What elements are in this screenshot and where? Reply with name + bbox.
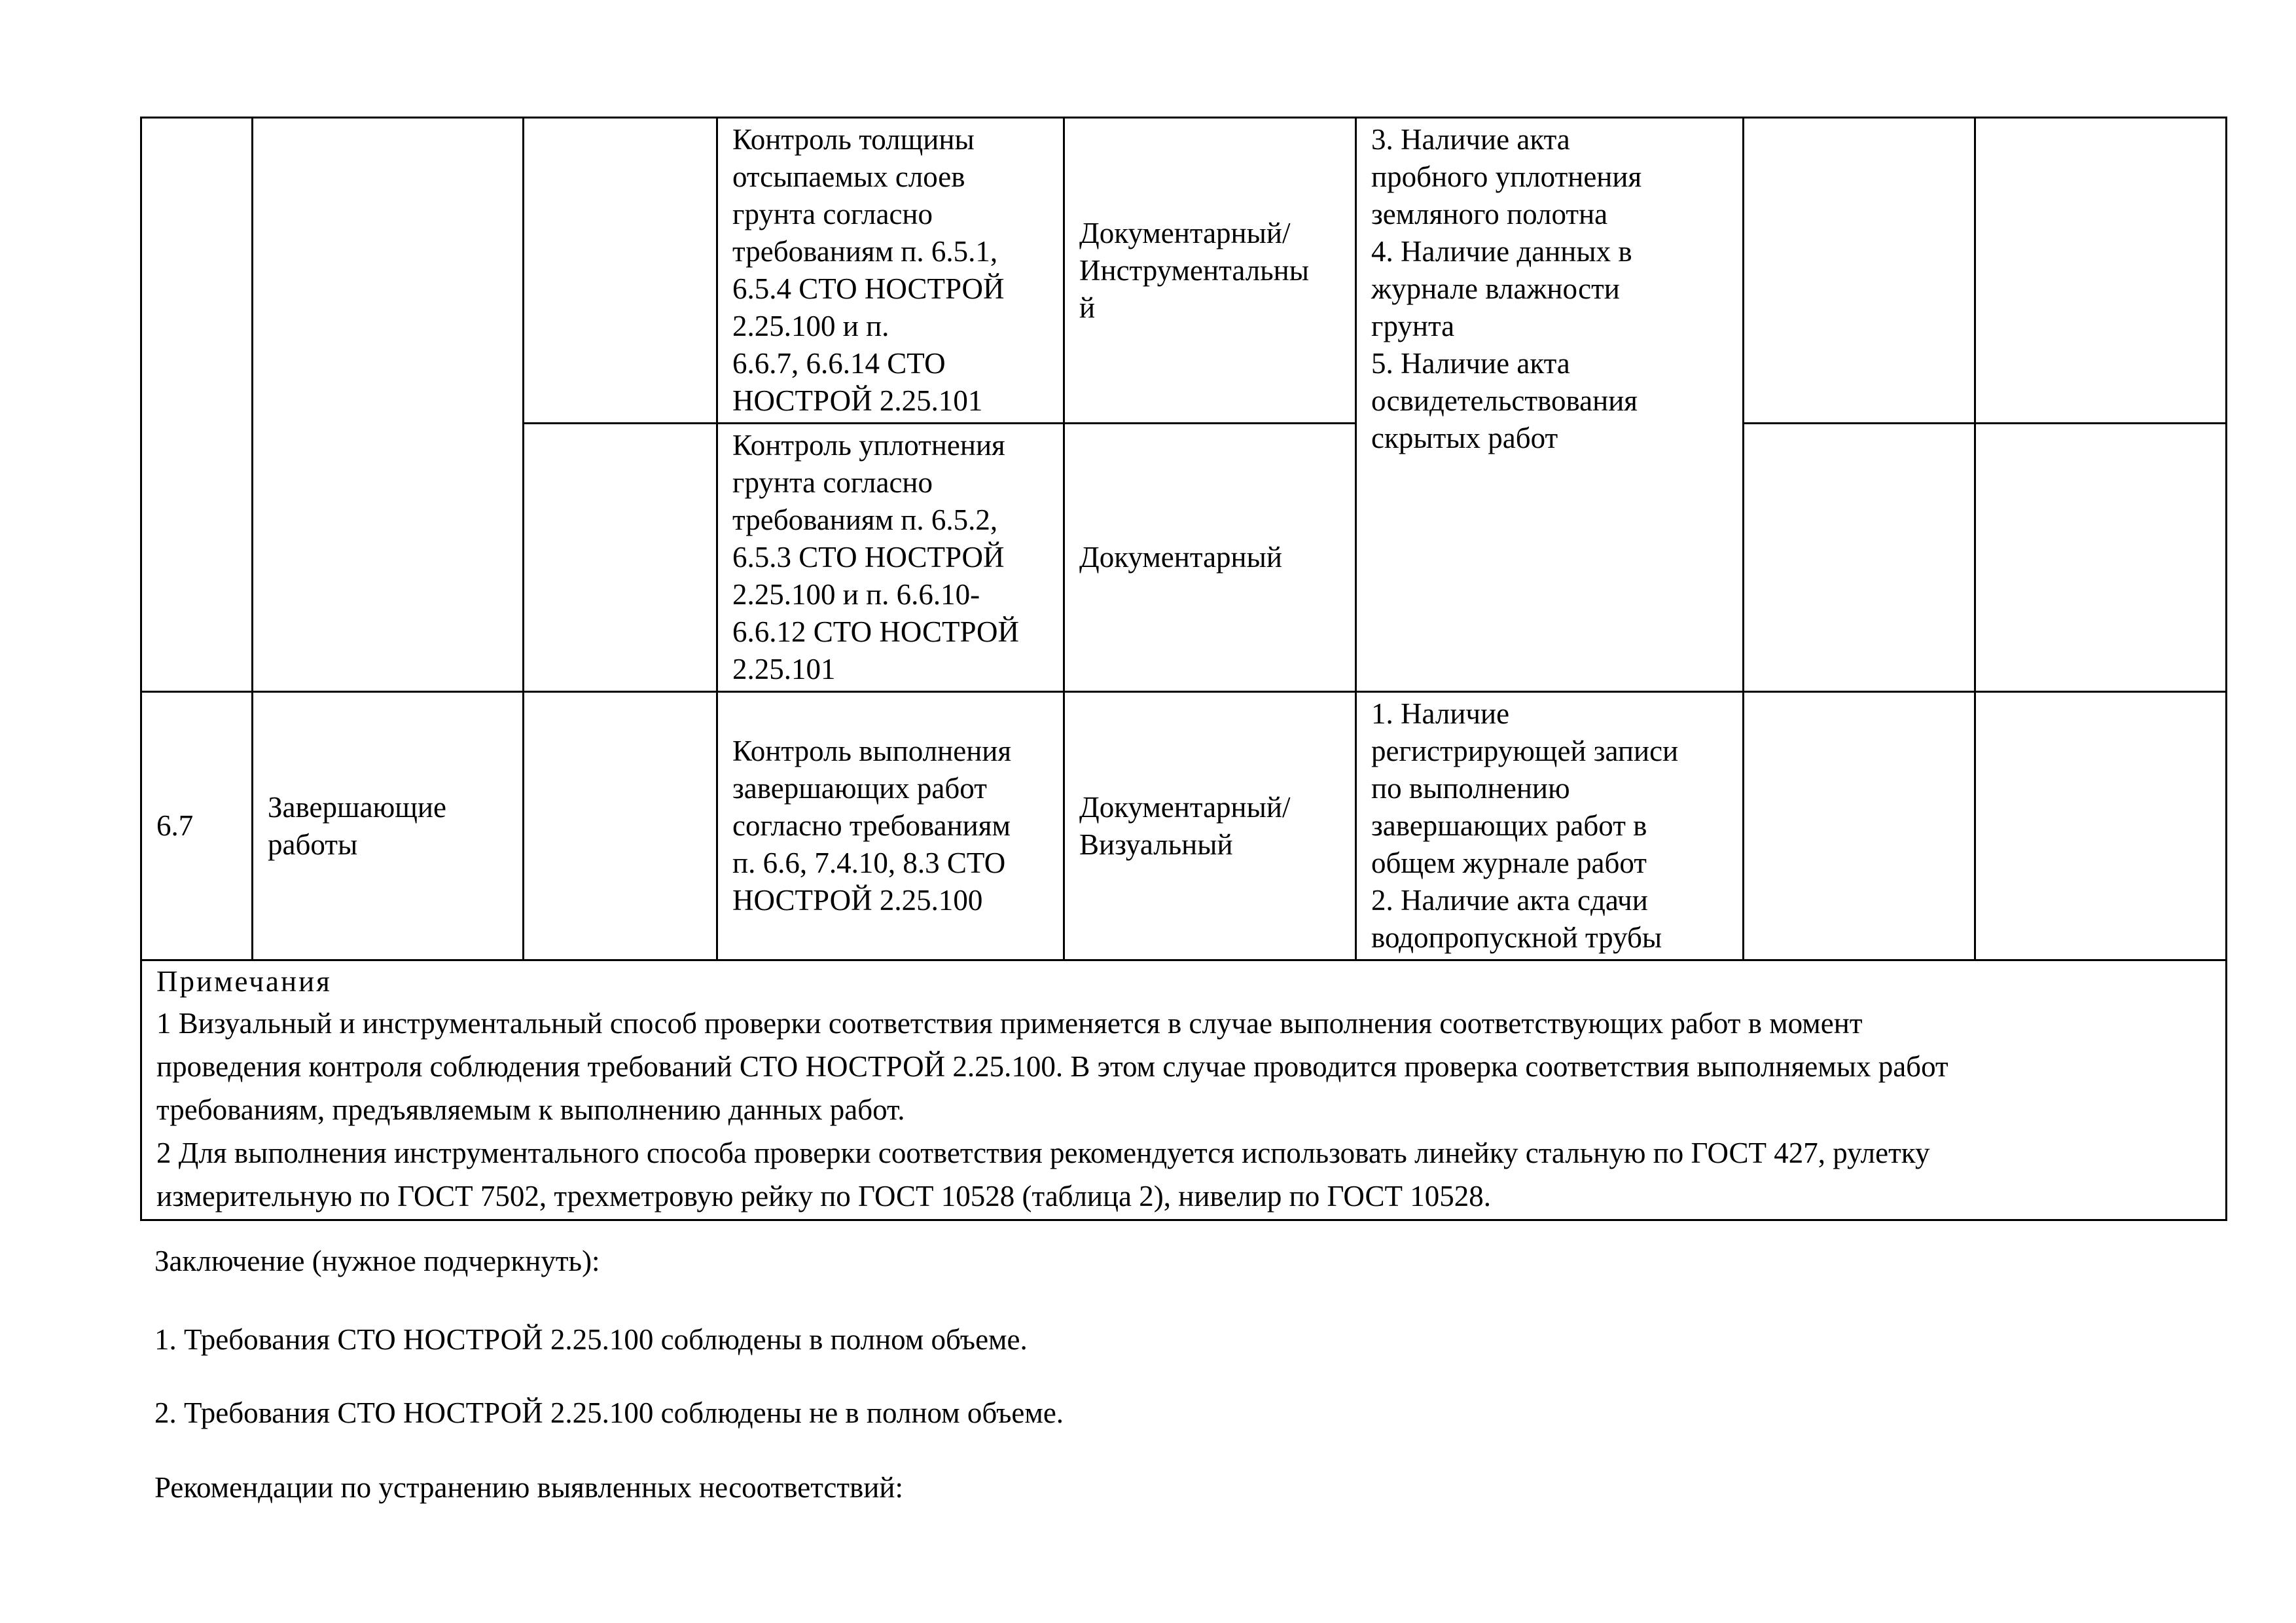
method-text: Документарный [1079, 541, 1282, 574]
requirement-cell [717, 424, 1064, 692]
method-cell [1064, 118, 1356, 424]
remarks-cell [1975, 692, 2227, 960]
recommendations-heading: Рекомендации по устранению выявленных несоответствий: [154, 1471, 903, 1504]
note-line: требованиям, предъявляемым к выполнению данных работ. [156, 1093, 905, 1126]
row-number: 6.7 [156, 809, 194, 842]
number-cell [141, 118, 253, 692]
requirement-cell [717, 118, 1064, 424]
requirement-text: Контроль выполнения завершающих работ согласно требованиям п. 6.6, 7.4.10, 8.3 СТО НОСТРОЙ 2.25.100 [732, 735, 1012, 917]
table-row [141, 118, 2227, 424]
remarks-cell [1975, 424, 2227, 692]
result-cell [1744, 118, 1975, 424]
note-line: 2 Для выполнения инструментального способа проверки соответствия рекомендуется использовать линейку стальную по ГОСТ 427, рулетку [156, 1137, 1930, 1169]
note-line: 1 Визуальный и инструментальный способ проверки соответствия применяется в случае выполнения соответствующих работ в момент [156, 1007, 1863, 1040]
note-line: измерительную по ГОСТ 7502, трехметровую рейку по ГОСТ 10528 (таблица 2), нивелир по ГОСТ 10528. [156, 1180, 1491, 1213]
notes-cell [141, 960, 2227, 1220]
inspection-table [140, 117, 2227, 1221]
stage-cell [253, 118, 524, 692]
empty-cell [524, 692, 717, 960]
requirement-text: Контроль уплотнения грунта согласно требованиям п. 6.5.2, 6.5.3 СТО НОСТРОЙ 2.25.100 и п. 6.6.10- 6.6.12 СТО НОСТРОЙ 2.25.101 [732, 429, 1020, 685]
table-row [141, 692, 2227, 960]
result-cell [1744, 424, 1975, 692]
stage-cell [253, 692, 524, 960]
stage-text: Завершающие работы [268, 790, 446, 861]
requirement-text: Контроль толщины отсыпаемых слоев грунта согласно требованиям п. 6.5.1, 6.5.4 СТО НОСТРОЙ 2.25.100 и п. 6.6.7, 6.6.14 СТО НОСТРОЙ 2.25.101 [732, 123, 1005, 417]
method-text: Документарный/ Визуальный [1079, 790, 1291, 861]
documents-cell [1356, 118, 1744, 692]
remarks-cell [1975, 118, 2227, 424]
notes-title: Примечания [156, 965, 332, 998]
empty-cell [524, 118, 717, 424]
note-line: проведения контроля соблюдения требований СТО НОСТРОЙ 2.25.100. В этом случае проводится проверка соответствия выполняемых работ [156, 1050, 1948, 1083]
result-cell [1744, 692, 1975, 960]
documents-text: 3. Наличие акта пробного уплотнения земляного полотна 4. Наличие данных в журнале влажности грунта 5. Наличие акта освидетельствования скрытых работ [1371, 123, 1642, 454]
documents-cell [1356, 692, 1744, 960]
method-cell [1064, 692, 1356, 960]
empty-cell [524, 424, 717, 692]
requirement-cell [717, 692, 1064, 960]
method-cell [1064, 424, 1356, 692]
conclusion-heading: Заключение (нужное подчеркнуть): [154, 1245, 600, 1277]
conclusion-option[interactable]: 1. Требования СТО НОСТРОЙ 2.25.100 соблюдены в полном объеме. [154, 1323, 1028, 1356]
number-cell [141, 692, 253, 960]
notes-row [141, 960, 2227, 1220]
documents-text: 1. Наличие регистрирующей записи по выполнению завершающих работ в общем журнале работ 2. Наличие акта сдачи водопропускной трубы [1371, 697, 1679, 954]
conclusion-option[interactable]: 2. Требования СТО НОСТРОЙ 2.25.100 соблюдены не в полном объеме. [154, 1396, 1064, 1429]
method-text: Документарный/ Инструментальны й [1079, 216, 1309, 324]
